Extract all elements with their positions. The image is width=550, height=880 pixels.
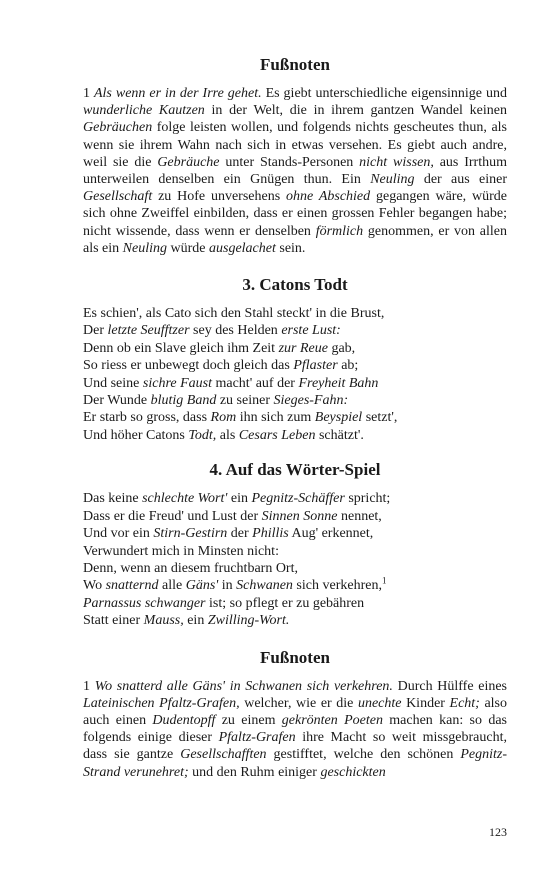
italic-run: Cesars Leben: [238, 427, 316, 443]
footnotes-heading: Fußnoten: [260, 55, 330, 74]
italic-run: nicht wissen,: [359, 154, 434, 170]
italic-run: unechte: [357, 695, 402, 711]
italic-run: erste Lust:: [281, 323, 341, 339]
italic-run: Echt;: [449, 695, 480, 711]
italic-run: letzte Seufftzer: [107, 323, 190, 339]
verse-line: Parnassus schwanger ist; so pflegt er zu gebähren: [83, 595, 365, 611]
italic-run: wunderliche Kautzen: [83, 103, 205, 119]
verse-line: Und seine sichre Faust macht' auf der Freyheit Bahn: [83, 375, 379, 391]
italic-run: ohne Abschied: [286, 189, 371, 205]
page-number: 123: [489, 825, 507, 839]
italic-run: Neuling: [122, 240, 167, 256]
footnote-marker: 1: [381, 575, 387, 586]
italic-run: geschickten: [320, 764, 386, 780]
italic-run: schlechte Wort': [142, 491, 228, 507]
italic-run: Beyspiel: [314, 410, 363, 426]
italic-run: Zwilling-Wort.: [207, 613, 290, 629]
italic-run: ausgelachet: [209, 240, 276, 256]
italic-run: Neuling: [370, 172, 415, 188]
italic-run: Dudentopff: [152, 712, 216, 728]
italic-run: Gesellschafften: [180, 747, 267, 763]
verse-line: Dass er die Freud' und Lust der Sinnen Sonne nennet,: [83, 508, 382, 524]
poem-woerter-spiel: [83, 490, 507, 629]
verse-line: Der letzte Seufftzer sey des Helden erste Lust:: [83, 323, 341, 339]
verse-line: So riess er unbewegt doch gleich das Pflaster ab;: [83, 358, 359, 374]
italic-run: Lateinischen Pfaltz-Grafen,: [83, 695, 240, 711]
italic-run: snatternd: [105, 578, 159, 594]
italic-run: Pflaster: [293, 358, 338, 374]
italic-run: Sieges-Fahn:: [273, 393, 349, 409]
poem-catons-todt: [83, 305, 507, 444]
verse-line: Denn ob ein Slave gleich ihm Zeit zur Reue gab,: [83, 340, 356, 356]
italic-run: blutig Band: [150, 393, 217, 409]
italic-run: Sinnen Sonne: [261, 508, 338, 524]
verse-line: Der Wunde blutig Band zu seiner Sieges-Fahn:: [83, 393, 349, 409]
italic-run: Phillis: [252, 526, 289, 542]
italic-run: Stirn-Gestirn: [153, 526, 228, 542]
italic-run: Parnassus schwanger: [83, 595, 206, 611]
poem-heading-woerter-spiel: 4. Auf das Wörter-Spiel: [209, 460, 381, 480]
italic-run: Wo snatterd alle Gäns' in Schwanen sich verkehren.: [94, 678, 393, 694]
italic-run: Todt,: [188, 427, 217, 443]
italic-run: gekrönten Poeten: [281, 712, 383, 728]
footnote-paragraph-2: 1 Wo snatterd alle Gäns' in Schwanen sich verkehren. Durch Hülffe eines Lateinischen Pfaltz-Grafen, welcher, wie er die unechte Kinder Echt; also auch einen Dudentopff zu einem gekrönten Poeten machen kan: so das folgends einige dieser Pfaltz-Grafen ihre Macht so weit missgebraucht, dass sie gantze Gesellschafften gestifftet, welche den schönen Pegnitz-Strand verunehret; und den Ruhm einiger geschickten: [83, 678, 508, 780]
italic-run: Schwanen: [236, 578, 293, 594]
poem-heading-catons-todt: 3. Catons Todt: [242, 275, 348, 295]
page-body: [83, 54, 507, 781]
verse-line: Und vor ein Stirn-Gestirn der Phillis Aug' erkennet,: [83, 526, 374, 542]
italic-run: Gesellschaft: [83, 189, 153, 205]
italic-run: zur Reue: [278, 340, 328, 356]
verse-line: Statt einer Mauss, ein Zwilling-Wort.: [83, 613, 290, 629]
italic-run: förmlich: [315, 223, 364, 239]
verse-line: Es schien', als Cato sich den Stahl steckt' in die Brust,: [83, 306, 385, 322]
italic-run: Freyheit Bahn: [298, 375, 379, 391]
italic-run: Als wenn er in der Irre gehet.: [93, 86, 262, 101]
italic-run: Gäns': [185, 578, 219, 594]
italic-run: sichre Faust: [142, 375, 212, 391]
italic-run: Pegnitz-Strand verunehret;: [83, 747, 507, 780]
verse-line: Das keine schlechte Wort' ein Pegnitz-Schäffer spricht;: [83, 491, 391, 507]
verse-line: Wo snatternd alle Gäns' in Schwanen sich verkehren,$^1$: [83, 575, 387, 594]
italic-run: Mauss,: [143, 613, 184, 629]
verse-line: Verwundert mich in Minsten nicht:: [83, 543, 279, 559]
footnote-paragraph: 1 Als wenn er in der Irre gehet. Es giebt unterschiedliche eigensinnige und wunderliche Kautzen in der Welt, die in ihrem gantzen Wandel keinen Gebräuchen folge leisten wollen, und folgends nichts gescheutes thun, als wenn sie ihrem Wahn nach sich in etwas versehen. Es giebt auch andre, weil sie die Gebräuche unter Stands-Personen nicht wissen, aus Irrthum unterweilen denselben ein Gnügen thun. Ein Neuling der aus einer Gesellschaft zu Hofe unversehens ohne Abschied gegangen wäre, würde sich ohne Zweiffel einbilden, dass er einen grossen Fehler begangen habe; nicht wissende, dass wenn er denselben förmlich genommen, er von allen als ein Neuling würde ausgelachet sein.: [83, 86, 508, 256]
footnotes-heading-2: Fußnoten: [260, 647, 330, 667]
verse-line: Denn, wenn an diesem fruchtbarn Ort,: [83, 560, 298, 576]
italic-run: Rom: [210, 410, 237, 426]
italic-run: Pfaltz-Grafen: [218, 730, 296, 746]
verse-line: Er starb so gross, dass Rom ihn sich zum Beyspiel setzt',: [83, 410, 398, 426]
verse-line: Und höher Catons Todt, als Cesars Leben schätzt'.: [83, 427, 364, 443]
italic-run: Gebräuche: [157, 154, 220, 170]
italic-run: Gebräuchen: [83, 120, 153, 136]
italic-run: Pegnitz-Schäffer: [251, 491, 345, 507]
